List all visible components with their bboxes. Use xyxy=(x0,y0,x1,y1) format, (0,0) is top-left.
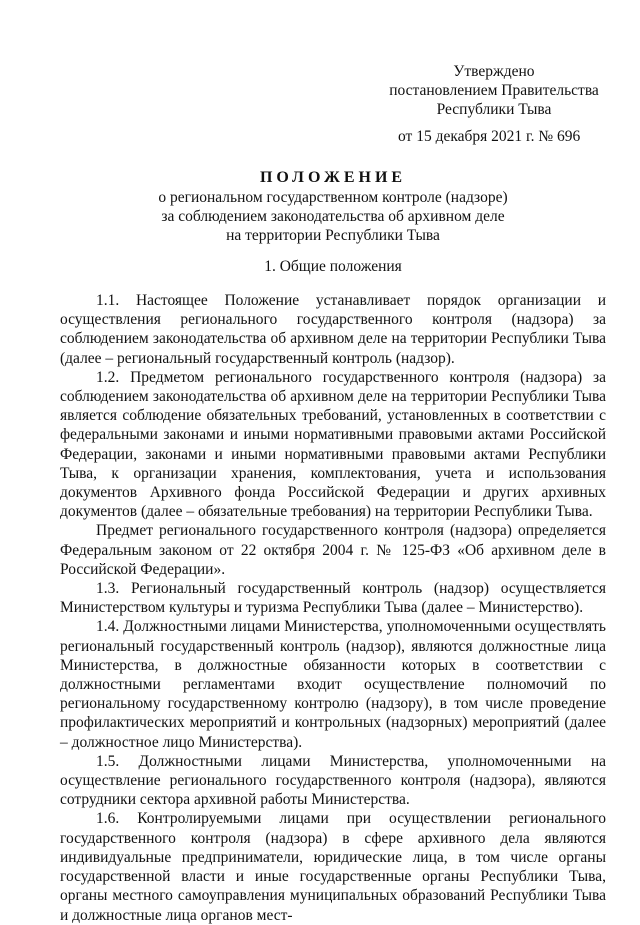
document-subtitle-line-2: за соблюдением законодательства об архивном деле xyxy=(161,208,505,225)
approval-line-approved: Утверждено xyxy=(453,63,535,80)
paragraph-1-2: 1.2. Предметом регионального государственного контроля (надзора) за соблюдением законодательства об архивном деле на территории Республики Тыва является соблюдение обязательных требований, установленных в соответствии с федеральными законами и иными нормативными правовыми актами Российской Федерации, законами и иными нормативными правовыми актами Республики Тыва, к организации хранения, комплектования, учета и использования документов Архивного фонда Российской Федерации и других архивных документов (далее – обязательные требования) на территории Республики Тыва. xyxy=(60,368,606,521)
approval-date: от 15 декабря 2021 г. № 696 xyxy=(398,128,581,145)
approval-stamp xyxy=(384,62,604,119)
section-heading: 1. Общие положения xyxy=(264,258,402,275)
approval-line-resolution: постановлением Правительства xyxy=(389,82,599,99)
paragraph-1-3: 1.3. Региональный государственный контроль (надзор) осуществляется Министерством культуры и туризма Республики Тыва (далее – Министерство). xyxy=(60,580,606,617)
paragraph-1-1: 1.1. Настоящее Положение устанавливает порядок организации и осуществления регионального государственного контроля (надзора) за соблюдением законодательства об архивном деле на территории Республики Тыва (далее – региональный государственный контроль (надзор). xyxy=(60,292,606,367)
document-title-block xyxy=(60,168,606,245)
document-body xyxy=(60,291,606,925)
approval-line-republic: Республики Тыва xyxy=(436,101,552,118)
paragraph-1-4: 1.4. Должностными лицами Министерства, уполномоченными осуществлять региональный государственный контроль (надзор), являются должностные лица Министерства, в должностные обязанности которых в соответствии с должностными регламентами входит осуществление полномочий по региональному государственному контролю (надзору), в том числе проведение профилактических мероприятий и контрольных (надзорных) мероприятий (далее – должностное лицо Министерства). xyxy=(60,618,606,751)
paragraph-1-2-subject: Предмет регионального государственного контроля (надзора) определяется Федеральным законом от 22 октября 2004 г. № 125-ФЗ «Об архивном деле в Российской Федерации». xyxy=(60,522,606,578)
document-subtitle-line-3: на территории Республики Тыва xyxy=(226,227,440,244)
paragraph-1-5: 1.5. Должностными лицами Министерства, уполномоченными на осуществление регионального государственного контроля (надзора), являются сотрудники сектора архивной работы Министерства. xyxy=(60,752,606,809)
document-subtitle-line-1: о региональном государственном контроле (надзоре) xyxy=(158,189,508,206)
document-title: ПОЛОЖЕНИЕ xyxy=(259,169,407,186)
paragraph-1-6: 1.6. Контролируемыми лицами при осуществлении регионального государственного контроля (надзора) в сфере архивного дела являются индивидуальные предприниматели, юридические лица, в том числе органы государственной власти и иные государственные органы Республики Тыва, органы местного самоуправления муниципальных образований Республики Тыва и должностные лица органов мест- xyxy=(60,810,606,924)
